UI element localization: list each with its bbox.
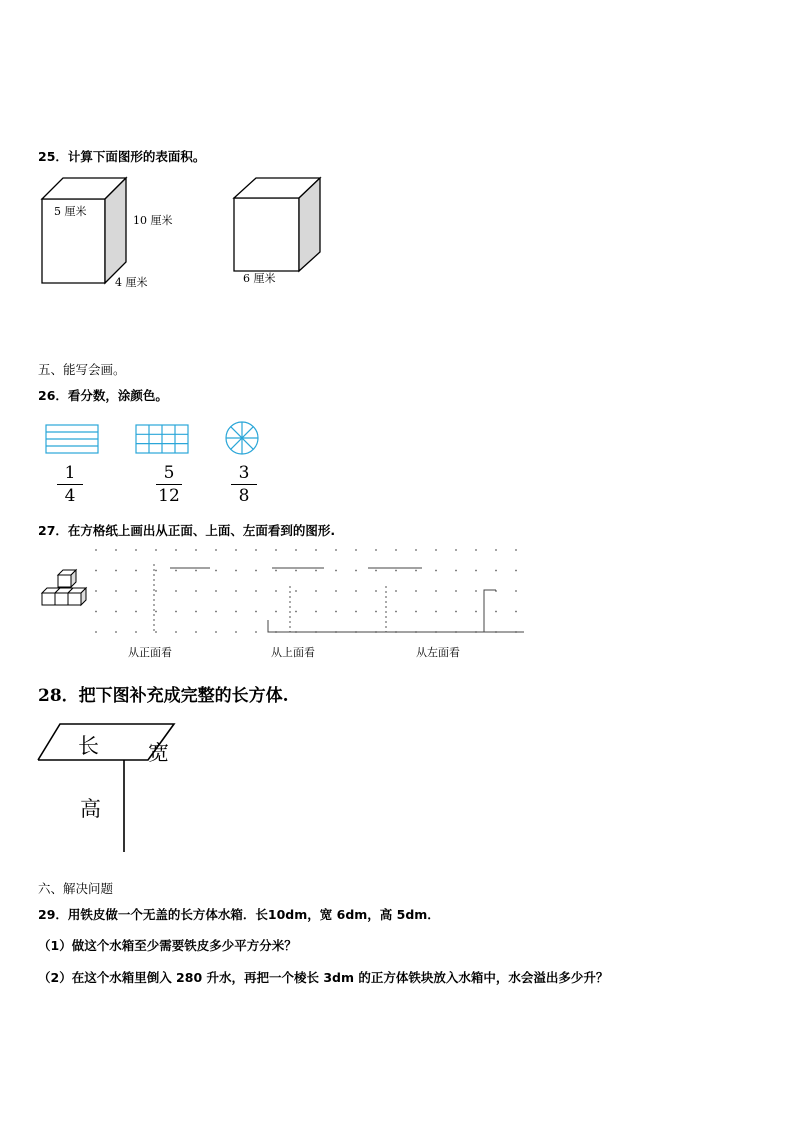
grid-dot — [375, 590, 377, 592]
grid-dot — [155, 570, 157, 572]
q29-sub2: （2）在这个水箱里倒入 280 升水，再把一个棱长 3dm 的正方体铁块放入水箱中，水会溢出多少升？ — [38, 970, 609, 985]
fraction-2-bar — [156, 484, 182, 485]
fraction-3-bar — [231, 484, 257, 485]
grid-dot — [255, 570, 257, 572]
fraction-1-bar — [57, 484, 83, 485]
fraction-2 — [154, 464, 184, 505]
grid-dot — [295, 611, 297, 613]
grid-dot — [475, 611, 477, 613]
dot-grid-paper — [92, 546, 532, 638]
section5-title: 五、能写会画。 — [38, 362, 126, 377]
grid-dot — [175, 549, 177, 551]
grid-dot — [515, 549, 517, 551]
cube-stack-figure — [38, 566, 94, 612]
grid-dot — [235, 570, 237, 572]
grid-dot — [175, 631, 177, 633]
grid-dot — [475, 549, 477, 551]
grid-dot — [395, 611, 397, 613]
fraction-2-numerator: 5 — [163, 463, 175, 483]
grid-dot — [235, 590, 237, 592]
grid-dot — [215, 570, 217, 572]
grid-dot — [375, 570, 377, 572]
grid-dot — [435, 590, 437, 592]
cube-edge-label: 6 厘米 — [243, 272, 276, 285]
grid-dot — [295, 590, 297, 592]
q25-figures — [36, 172, 336, 297]
grid-dot — [215, 590, 217, 592]
grid-dot — [215, 631, 217, 633]
view-label-front: 从正面看 — [128, 646, 172, 659]
fraction-3-denominator: 8 — [238, 486, 250, 506]
grid-dot — [155, 631, 157, 633]
view-label-top: 从上面看 — [271, 646, 315, 659]
grid-dot — [235, 631, 237, 633]
grid-dot — [335, 570, 337, 572]
grid-dot — [195, 590, 197, 592]
grid-dot — [435, 570, 437, 572]
grid-dot — [355, 549, 357, 551]
q29-sub1: （1）做这个水箱至少需要铁皮多少平方分米？ — [38, 938, 297, 953]
fraction-3-numerator: 3 — [238, 463, 250, 483]
grid-dot — [435, 611, 437, 613]
grid-dot — [275, 570, 277, 572]
grid-dot — [215, 549, 217, 551]
grid-dot — [175, 611, 177, 613]
grid-dot — [515, 570, 517, 572]
q26-title: 26．看分数，涂颜色。 — [38, 388, 168, 403]
grid-dot — [275, 590, 277, 592]
grid-dot — [495, 570, 497, 572]
grid-dot — [255, 549, 257, 551]
grid-dot — [515, 611, 517, 613]
incomplete-cuboid-figure — [36, 712, 236, 862]
cuboid-figure — [42, 178, 126, 283]
q27-title: 27．在方格纸上画出从正面、上面、左面看到的图形. — [38, 523, 336, 538]
grid-dot — [295, 549, 297, 551]
grid-dot — [135, 570, 137, 572]
cuboid-width-label: 5 厘米 — [54, 205, 87, 218]
q26-shapes — [44, 421, 264, 457]
fraction-shape-eighths — [226, 422, 258, 454]
cube-figure — [234, 178, 320, 271]
grid-dot — [415, 590, 417, 592]
grid-dot — [275, 611, 277, 613]
grid-dot — [395, 590, 397, 592]
grid-dot — [235, 611, 237, 613]
grid-dot — [95, 631, 97, 633]
grid-dot — [115, 549, 117, 551]
grid-dot — [435, 549, 437, 551]
label-height: 高 — [80, 797, 101, 821]
grid-dot — [315, 549, 317, 551]
grid-dot — [175, 590, 177, 592]
grid-dot — [355, 590, 357, 592]
grid-dot — [95, 549, 97, 551]
grid-dot — [355, 570, 357, 572]
grid-dot — [495, 549, 497, 551]
grid-dot — [95, 590, 97, 592]
grid-dot — [235, 549, 237, 551]
grid-dot — [415, 570, 417, 572]
grid-dot — [115, 590, 117, 592]
grid-dot — [475, 590, 477, 592]
label-length: 长 — [78, 734, 99, 758]
fraction-shape-twelfths — [136, 425, 188, 453]
grid-dot — [115, 631, 117, 633]
grid-dot — [215, 611, 217, 613]
grid-dot — [315, 570, 317, 572]
grid-dot — [415, 611, 417, 613]
grid-dot — [355, 611, 357, 613]
grid-dot — [195, 611, 197, 613]
grid-dot — [295, 570, 297, 572]
grid-dot — [455, 570, 457, 572]
grid-dot — [135, 590, 137, 592]
grid-dot — [455, 590, 457, 592]
grid-dot — [475, 570, 477, 572]
grid-dot — [195, 570, 197, 572]
cuboid-depth-label: 4 厘米 — [115, 276, 148, 289]
grid-dot — [275, 549, 277, 551]
grid-dot — [515, 590, 517, 592]
grid-dot — [375, 549, 377, 551]
view-label-left: 从左面看 — [416, 646, 460, 659]
fraction-1-numerator: 1 — [64, 463, 76, 483]
grid-dot — [95, 570, 97, 572]
q28-title: 28．把下图补充成完整的长方体. — [38, 686, 289, 706]
q29-title: 29．用铁皮做一个无盖的长方体水箱．长10dm，宽 6dm，高 5dm． — [38, 907, 440, 922]
grid-dot — [415, 549, 417, 551]
grid-dot — [255, 590, 257, 592]
section6-title: 六、解决问题 — [38, 881, 114, 896]
grid-dot — [455, 611, 457, 613]
grid-dot — [395, 549, 397, 551]
grid-dot — [115, 570, 117, 572]
fraction-2-denominator: 12 — [158, 486, 180, 506]
grid-dot — [315, 590, 317, 592]
grid-dot — [135, 631, 137, 633]
fraction-1 — [55, 464, 85, 505]
grid-dot — [335, 549, 337, 551]
grid-dot — [495, 611, 497, 613]
grid-dot — [255, 611, 257, 613]
grid-dot — [155, 549, 157, 551]
grid-dot — [255, 631, 257, 633]
grid-dot — [135, 549, 137, 551]
grid-dot — [315, 611, 317, 613]
grid-dot — [175, 570, 177, 572]
fraction-3 — [229, 464, 259, 505]
grid-dot — [95, 611, 97, 613]
grid-dot — [115, 611, 117, 613]
grid-dot — [375, 611, 377, 613]
grid-dot — [335, 611, 337, 613]
grid-dot — [395, 570, 397, 572]
cuboid-height-label: 10 厘米 — [133, 214, 173, 227]
fraction-shape-quarter — [46, 425, 98, 453]
grid-dot — [195, 549, 197, 551]
fraction-1-denominator: 4 — [64, 486, 76, 506]
grid-dot — [335, 590, 337, 592]
grid-dot — [195, 631, 197, 633]
grid-dot — [135, 611, 137, 613]
grid-dot — [155, 590, 157, 592]
q25-title: 25．计算下面图形的表面积。 — [38, 149, 206, 164]
grid-dot — [155, 611, 157, 613]
grid-dot — [455, 549, 457, 551]
label-width: 宽 — [148, 741, 169, 765]
